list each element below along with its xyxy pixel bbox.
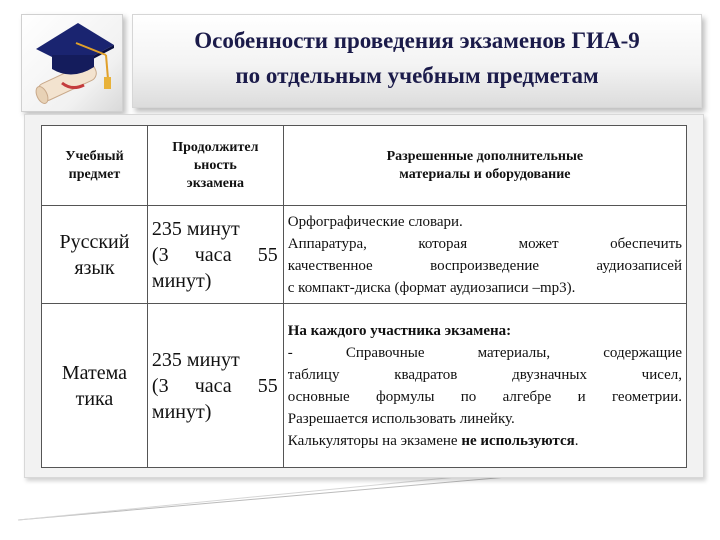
materials-math (283, 304, 686, 468)
header-materials-line: Разрешенные дополнительные (386, 148, 584, 164)
duration-math (147, 304, 283, 468)
subject-line: тика (75, 387, 114, 410)
content-panel (24, 114, 704, 478)
title-line-1: Особенности проведения экзаменов ГИА-9 (194, 28, 640, 53)
table-row-math (42, 304, 687, 468)
duration-russian (147, 206, 283, 304)
materials-line: Аппаратура, которая может обеспечить (287, 235, 682, 252)
exam-table (41, 125, 687, 468)
duration-line: 235 минут (151, 217, 240, 240)
header-subject-line: предмет (68, 166, 121, 182)
subject-line: язык (74, 256, 115, 279)
calculator-line (288, 430, 682, 452)
graduation-cap-diploma-icon (22, 15, 122, 111)
title-line-2: по отдельным учебным предметам (235, 63, 599, 88)
duration-line: 235 минут (151, 348, 240, 371)
materials-line: Орфографические словари. (287, 213, 463, 230)
header-duration (147, 126, 283, 206)
table-header-row (42, 126, 687, 206)
calculator-suffix: . (574, 432, 579, 449)
duration-line: (3 часа 55 (151, 243, 278, 266)
header-materials (283, 126, 686, 206)
calculator-emphasis: не используются (461, 432, 575, 449)
header-duration-line: ьность (193, 157, 237, 173)
header-subject-line: Учебный (65, 148, 124, 164)
header-duration-line: экзамена (186, 175, 245, 191)
subject-line: Русский (59, 230, 130, 253)
materials-heading: На каждого участника экзамена: (287, 322, 512, 339)
subject-russian (42, 206, 148, 304)
table-row-russian (42, 206, 687, 304)
header-subject (42, 126, 148, 206)
logo-box (21, 14, 123, 112)
materials-line: таблицу квадратов двузначных чисел, (287, 366, 682, 383)
duration-line: минут) (151, 400, 212, 423)
header-duration-line: Продолжител (172, 139, 259, 155)
subject-line: Матема (61, 361, 128, 384)
materials-line: качественное воспроизведение аудиозаписей (287, 257, 682, 274)
materials-line: с компакт-диска (формат аудиозаписи –mp3). (287, 279, 576, 296)
duration-line: (3 часа 55 (151, 374, 278, 397)
materials-line: основные формулы по алгебре и геометрии. (287, 388, 682, 405)
materials-line: Разрешается использовать линейку. (287, 410, 515, 427)
duration-line: минут) (151, 269, 212, 292)
title-box (132, 14, 702, 108)
calculator-text: Калькуляторы на экзамене (287, 432, 462, 449)
header-materials-line: материалы и оборудование (399, 166, 571, 182)
materials-line: - Справочные материалы, содержащие (287, 344, 682, 361)
materials-russian (283, 206, 686, 304)
subject-math (42, 304, 148, 468)
